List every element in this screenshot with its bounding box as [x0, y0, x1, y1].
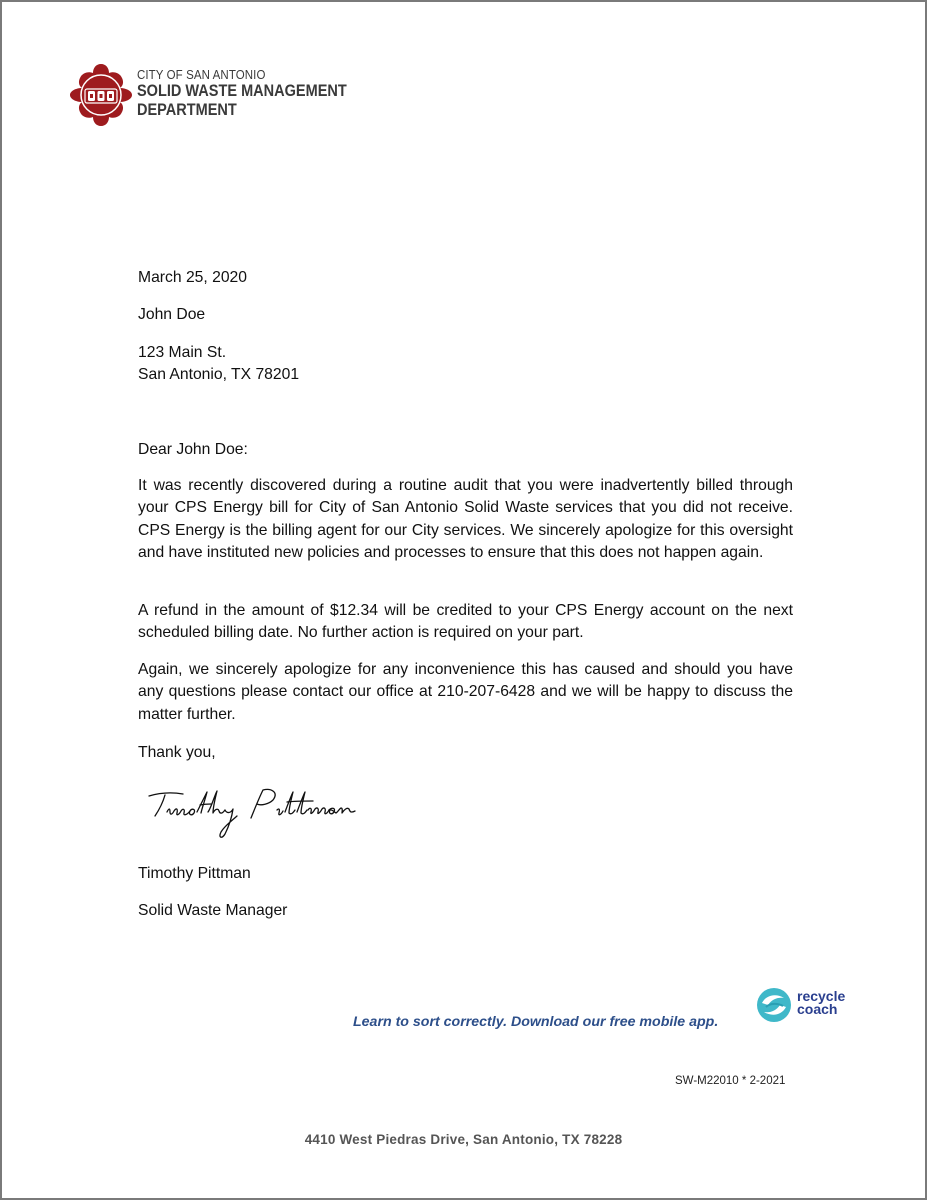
letter-date: March 25, 2020 [138, 269, 248, 286]
app-promo-text: Learn to sort correctly. Download our free mobile app. [353, 1014, 719, 1030]
recipient-name: John Doe [138, 306, 206, 323]
recycle-coach-wordmark-line1: recycle [797, 988, 846, 1004]
recipient-address-line2: San Antonio, TX 78201 [138, 366, 300, 383]
department-name-line3: DEPARTMENT [137, 101, 237, 119]
department-name-line1: CITY OF SAN ANTONIO [137, 68, 266, 82]
department-name [137, 68, 375, 120]
form-code: SW-M22010 * 2-2021 [675, 1075, 786, 1087]
recycle-coach-wordmark-line2: coach [797, 1001, 838, 1017]
paragraph-apology: Again, we sincerely apologize for any inconvenience this has caused and should you have any questions please contact our office at 210-207-6428 and we will be happy to discuss the matter further. [138, 661, 793, 723]
paragraph-audit: It was recently discovered during a routine audit that you were inadvertently billed through your CPS Energy bill for City of San Antonio Solid Waste services that you did not receive. CPS Energy is the billing agent for our City services. We sincerely apologize for this oversight and have instituted new policies and processes to ensure that this does not happen again. [138, 477, 793, 562]
recipient-address-line1: 123 Main St. [138, 344, 227, 361]
salutation: Dear John Doe: [138, 441, 248, 458]
signer-title: Solid Waste Manager [138, 902, 288, 919]
paragraph-refund: A refund in the amount of $12.34 will be credited to your CPS Energy account on the next scheduled billing date. No further action is required on your part. [138, 602, 793, 642]
city-seal-icon [68, 62, 134, 128]
signer-name: Timothy Pittman [138, 865, 251, 882]
recycle-coach-wordmark [797, 990, 845, 1016]
signature-image [145, 782, 375, 842]
department-name-line2: SOLID WASTE MANAGEMENT [137, 82, 347, 100]
closing: Thank you, [138, 744, 216, 761]
department-address: 4410 West Piedras Drive, San Antonio, TX 78228 [304, 1132, 623, 1147]
